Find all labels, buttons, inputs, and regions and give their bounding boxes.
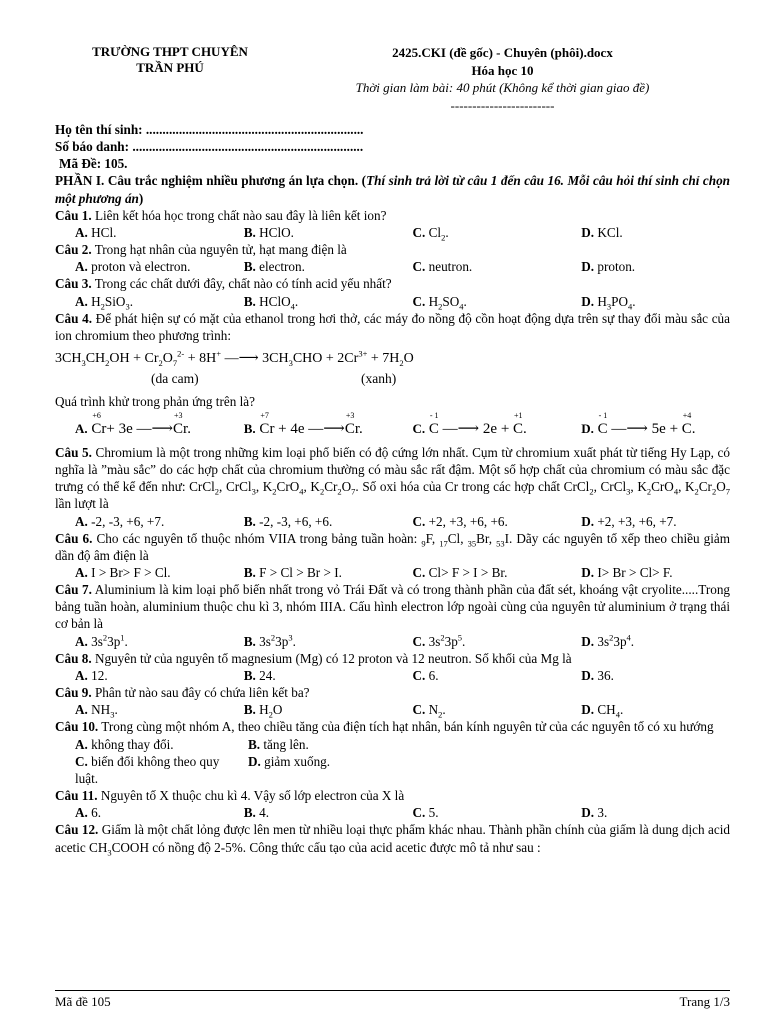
option: C. $3s^23p^5$. xyxy=(412,632,466,649)
option: B. $3s^23p^3$. xyxy=(243,632,296,649)
option: D. $H_3PO_4$. xyxy=(581,293,636,312)
option: C. $N_2$. xyxy=(412,702,446,720)
exam-code: Mã Đề: 105. xyxy=(59,156,128,172)
q10-options-1 xyxy=(55,736,730,753)
equation-labels xyxy=(55,370,730,388)
q3-options xyxy=(55,293,730,310)
question-2: Câu 2. Trong hạt nhân của nguyên tử, hạt mang điện là xyxy=(55,242,347,258)
option: C. 5. xyxy=(412,805,439,821)
question-12: Câu 12. Giấm là một chất lỏng được lên men từ nhiều loại thực phẩm khác nhau. Thành phần chính của giấm là dung dịch acid acetic $CH_3COOH$ có nồng độ 2-5%. Công thức cấu tạo của acid acetic được mô tả như sau : xyxy=(55,822,730,858)
option: D. giảm xuống. xyxy=(248,753,331,769)
option: A. $3s^23p^1$. xyxy=(75,632,128,649)
option: D. I> Br > Cl> F. xyxy=(581,565,673,581)
option: B. C +7 r + 4e —⟶C +3 r. xyxy=(243,411,363,438)
question-10: Câu 10. Trong cùng một nhóm A, theo chiều tăng của điện tích hạt nhân, bán kính nguyên tử của các nguyên tố có xu hướng xyxy=(55,719,714,735)
q1-options xyxy=(55,224,730,241)
student-id-line: Số báo danh: ...................................................................... xyxy=(55,139,364,155)
option: B. electron. xyxy=(243,259,305,275)
part-title: PHẦN I. Câu trắc nghiệm nhiều phương án lựa chọn. (Thí sinh trả lời từ câu 1 đến câu 16. Mỗi câu hỏi thí sinh chỉ chọn một phương án) xyxy=(55,173,731,206)
option: A. -2, -3, +6, +7. xyxy=(75,513,165,529)
student-name-line: Họ tên thí sinh: .................................................................. xyxy=(55,122,364,137)
question-1: Câu 1. Liên kết hóa học trong chất nào sau đây là liên kết ion? xyxy=(55,207,387,223)
option: B. F > Cl > Br > I. xyxy=(243,565,342,581)
option: C. $H_2SO_4$. xyxy=(412,293,467,312)
option: C. $Cl_2$. xyxy=(412,224,449,243)
option: A. $H_2SiO_3$. xyxy=(75,293,133,312)
option: B. tăng lên. xyxy=(248,736,309,752)
option: B. -2, -3, +6, +6. xyxy=(243,513,333,529)
q11-options xyxy=(55,804,730,821)
option: D. $CH_4$. xyxy=(581,702,624,720)
question-11: Câu 11. Nguyên tố X thuộc chu kì 4. Vậy số lớp electron của X là xyxy=(55,788,405,804)
school-name xyxy=(55,44,285,77)
option: D. 3. xyxy=(581,805,608,821)
option: A. $NH_3$. xyxy=(75,702,118,720)
question-4: Câu 4. Để phát hiện sự có mặt của ethanol trong hơi thở, các máy đo nồng độ cồn hoạt động dựa trên sự thay đổi màu sắc của ion chromium theo phương trình: xyxy=(55,310,730,343)
option: D. $3s^23p^4$. xyxy=(581,632,635,649)
file-name: 2425.CKI (đề gốc) - Chuyên (phôi).docx xyxy=(392,45,613,60)
school-line-2: TRẦN PHÚ xyxy=(136,60,204,76)
label-green: (xanh) xyxy=(361,371,397,387)
option: B. 24. xyxy=(243,667,276,683)
option: D. 36. xyxy=(581,667,614,683)
q8-options xyxy=(55,667,730,684)
q4-options xyxy=(55,411,730,440)
option: A. I > Br> F > Cl. xyxy=(75,565,171,581)
option: D. C - 1 —⟶ 5e + C +4 . xyxy=(581,411,696,438)
q5-options xyxy=(55,513,730,530)
option: A. 6. xyxy=(75,805,102,821)
footer-divider xyxy=(55,990,730,991)
question-3: Câu 3. Trong các chất dưới đây, chất nào có tính acid yếu nhất? xyxy=(55,276,392,292)
question-8: Câu 8. Nguyên tử của nguyên tố magnesium (Mg) có 12 proton và 12 neutron. Số khối của Mg là xyxy=(55,650,572,666)
question-6: Câu 6. Cho các nguyên tố thuộc nhóm VIIA trong bảng tuần hoàn: $_9$F, $_{17}$Cl, $_{35}$Br, $_{53}$I. Dãy các nguyên tố xếp theo chiều giảm dần độ âm điện là xyxy=(55,530,730,563)
option: D. proton. xyxy=(581,259,636,275)
q2-options xyxy=(55,258,730,275)
q6-options xyxy=(55,564,730,581)
option: D. KCl. xyxy=(581,224,623,240)
label-orange: (da cam) xyxy=(151,371,199,387)
footer-page-number: Trang 1/3 xyxy=(679,994,730,1009)
option: A. C +6 r+ 3e —⟶C +3 r. xyxy=(75,411,191,438)
q7-options xyxy=(55,633,730,650)
exam-header xyxy=(300,44,705,114)
option: B. 4. xyxy=(243,805,270,821)
question-9: Câu 9. Phân tử nào sau đây có chứa liên kết ba? xyxy=(55,685,310,701)
option: C. Cl> F > I > Br. xyxy=(412,565,508,581)
option: B. $H_2O$ xyxy=(243,702,283,720)
option: C. biến đổi không theo quy luật. xyxy=(75,753,220,786)
q10-options-2 xyxy=(55,753,730,787)
option: B. HClO. xyxy=(243,224,294,240)
option: B. HClO$_4$. xyxy=(243,293,299,312)
option: C. +2, +3, +6, +6. xyxy=(412,513,508,529)
question-5: Câu 5. Chromium là một trong những kim loại phổ biến có độ cứng lớn nhất. Cụm từ chromium xuất phát từ tiếng Hy Lạp, có nghĩa là ”màu sắc” do các hợp chất của chromium thường có màu sắc rất đậm. Một số hợp chất của chromium có màu sắc đặc trưng có thể kể đến như: CrCl$_2$, CrCl$_3$, $K_2CrO_4$, $K_2Cr_2O_7$. Số oxi hóa của Cr trong các hợp chất CrCl$_2$, CrCl$_3$, $K_2CrO_4$, $K_2Cr_2O_7$ lần lượt là xyxy=(55,444,730,512)
q9-options xyxy=(55,701,730,718)
exam-content xyxy=(55,121,730,856)
option: D. +2, +3, +6, +7. xyxy=(581,513,677,529)
option: C. 6. xyxy=(412,667,439,683)
option: A. 12. xyxy=(75,667,108,683)
header-divider: ------------------------ xyxy=(450,97,555,113)
q4-question: Quá trình khử trong phản ứng trên là? xyxy=(55,393,255,409)
question-7: Câu 7. Aluminium là kim loại phổ biến nhất trong vỏ Trái Đất và có trong thành phần của đất sét, khoáng vật cryolite.....Trong bảng tuần hoàn, aluminium thuộc chu kì 3, nhóm IIIA. Cấu hình electron lớp ngoài cùng của nguyên tử aluminium ở trạng thái cơ bản là xyxy=(55,582,731,632)
option: A. proton và electron. xyxy=(75,259,191,275)
option: C. C - 1 —⟶ 2e + C +1 . xyxy=(412,411,527,438)
option: C. neutron. xyxy=(412,259,473,275)
footer-exam-code: Mã đề 105 xyxy=(55,994,111,1009)
subject: Hóa học 10 xyxy=(471,62,534,78)
option: A. không thay đổi. xyxy=(75,736,174,752)
chemical-equation: $3CH_3CH_2OH + Cr_2O_7^{2-} + 8H^+$ —⟶ $3CH_3CHO + 2Cr^{3+} + 7H_2O$ xyxy=(55,348,414,368)
school-line-1: TRƯỜNG THPT CHUYÊN xyxy=(92,44,248,59)
time-note: Thời gian làm bài: 40 phút (Không kể thời gian giao đề) xyxy=(355,80,650,96)
option: A. HCl. xyxy=(75,224,117,240)
